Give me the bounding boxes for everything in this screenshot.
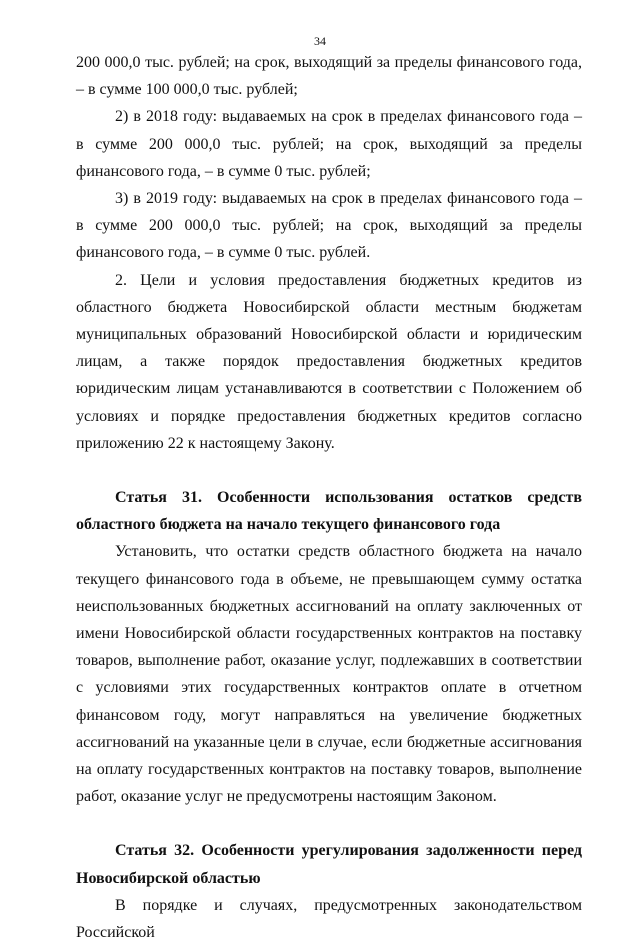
document-body bbox=[76, 49, 582, 946]
article-32-heading: Статья 32. Особенности урегулирования задолженности перед Новосибирской областью bbox=[76, 842, 582, 887]
article-31-heading: Статья 31. Особенности использования остатков средств областного бюджета на начало текущего финансового года bbox=[76, 489, 582, 534]
paragraph-2019: 3) в 2019 году: выдаваемых на срок в пределах финансового года – в сумме 200 000,0 тыс. рублей; на срок, выходящий за пределы финансового года, – в сумме 0 тыс. рублей. bbox=[76, 190, 582, 262]
paragraph-2018: 2) в 2018 году: выдаваемых на срок в пределах финансового года – в сумме 200 000,0 тыс. рублей; на срок, выходящий за пределы финансового года, – в сумме 0 тыс. рублей; bbox=[76, 108, 582, 180]
section-gap bbox=[76, 457, 582, 484]
article-32-text: В порядке и случаях, предусмотренных законодательством Российской bbox=[76, 896, 582, 942]
article-31-text: Установить, что остатки средств областного бюджета на начало текущего финансового года в объеме, не превышающем сумму остатка неиспользованных бюджетных ассигнований на оплату заключенных от имени Новосибирской области государственных контрактов на поставку товаров, выполнение работ, оказание услуг, подлежавших в соответствии с условиями этих государственных контрактов оплате в отчетном финансовом году, могут направляться на увеличение бюджетных ассигнований на указанные цели в случае, если бюджетные ассигнования на оплату государственных контрактов на поставку товаров, выполнение работ, оказание услуг не предусмотрены настоящим Законом. bbox=[76, 543, 582, 806]
section-gap bbox=[76, 810, 582, 837]
page-number: 34 bbox=[314, 34, 326, 48]
paragraph-credit-conditions: 2. Цели и условия предоставления бюджетных кредитов из областного бюджета Новосибирской области местным бюджетам муниципальных образований Новосибирской области и юридическим лицам, а также порядок предоставления бюджетных кредитов юридическим лицам устанавливаются в соответствии с Положением об условиях и порядке предоставления бюджетных кредитов согласно приложению 22 к настоящему Закону. bbox=[76, 271, 582, 452]
paragraph-continuation: 200 000,0 тыс. рублей; на срок, выходящий за пределы финансового года, – в сумме 100 000,0 тыс. рублей; bbox=[76, 54, 582, 99]
